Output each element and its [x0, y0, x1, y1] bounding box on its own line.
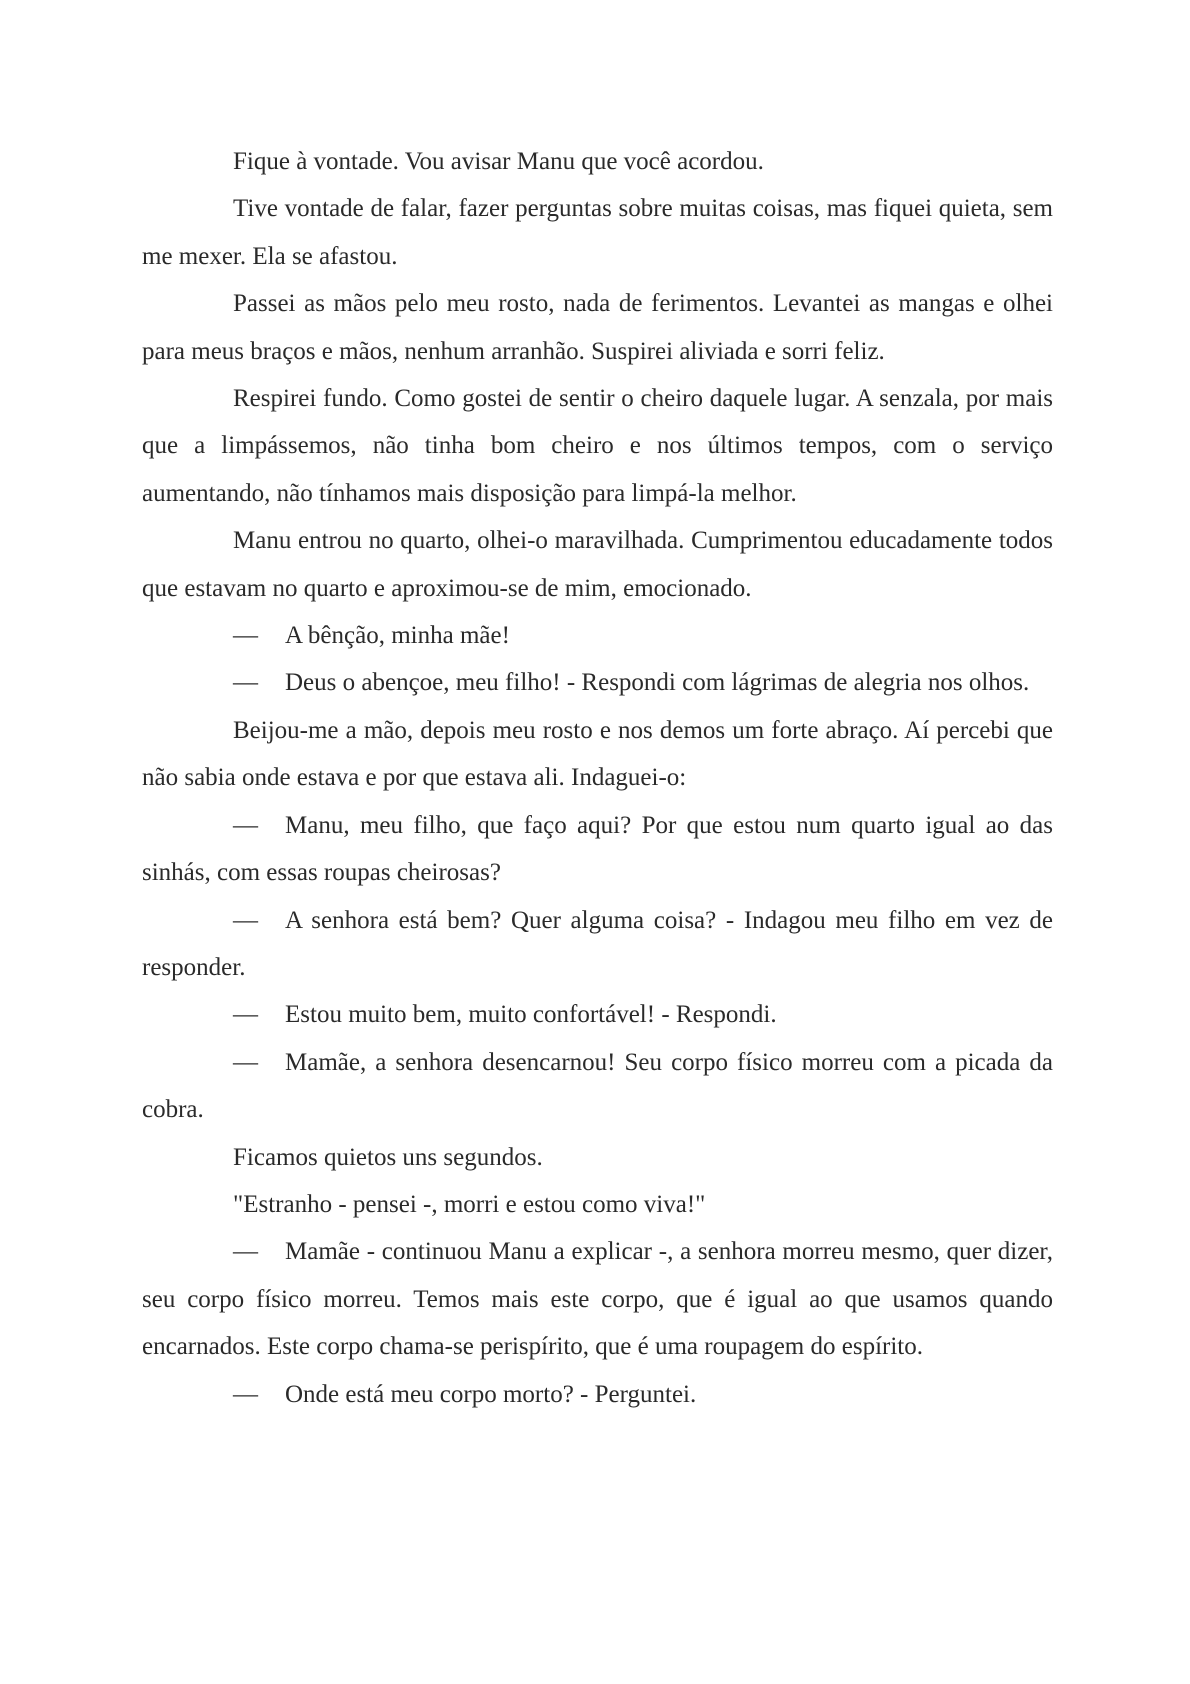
dialogue-line: [142, 612, 1053, 659]
dialogue-dash: —: [233, 1001, 258, 1029]
paragraph: Beijou-me a mão, depois meu rosto e nos demos um forte abraço. Aí percebi que não sabia onde estava e por que estava ali. Indaguei-o:: [142, 716, 1053, 792]
paragraph: Manu entrou no quarto, olhei-o maravilhada. Cumprimentou educadamente todos que estavam no quarto e aproximou-se de mim, emocionado.: [142, 527, 1053, 602]
dialogue-text: Manu, meu filho, que faço aqui? Por que estou num quarto igual ao das sinhás, com essas roupas cheirosas?: [142, 811, 1053, 887]
dialogue-line: [142, 659, 1053, 706]
dialogue-line: [142, 991, 1053, 1038]
paragraph: Tive vontade de falar, fazer perguntas sobre muitas coisas, mas fiquei quieta, sem me mexer. Ela se afastou.: [142, 195, 1053, 270]
paragraph: "Estranho - pensei -, morri e estou como viva!": [233, 1190, 706, 1218]
dialogue-line: [142, 1039, 1053, 1134]
dialogue-text: Mamãe, a senhora desencarnou! Seu corpo físico morreu com a picada da cobra.: [142, 1048, 1053, 1124]
paragraph: Ficamos quietos uns segundos.: [233, 1143, 543, 1171]
dialogue-text: Mamãe - continuou Manu a explicar -, a senhora morreu mesmo, quer dizer, seu corpo físico morreu. Temos mais este corpo, que é igual ao que usamos quando encarnados. Este corpo chama-se perispírito, que é uma roupagem do espírito.: [142, 1238, 1053, 1361]
dialogue-dash: —: [233, 811, 258, 839]
dialogue-dash: —: [233, 1048, 258, 1076]
dialogue-line: [142, 1228, 1053, 1370]
paragraph: Fique à vontade. Vou avisar Manu que você acordou.: [233, 148, 764, 175]
dialogue-dash: —: [233, 906, 258, 934]
dialogue-text: Estou muito bem, muito confortável! - Respondi.: [285, 1001, 777, 1029]
dialogue-text: A senhora está bem? Quer alguma coisa? - Indagou meu filho em vez de responder.: [142, 906, 1053, 981]
dialogue-text: A bênção, minha mãe!: [285, 622, 510, 650]
dialogue-line: [142, 1371, 1053, 1418]
dialogue-dash: —: [233, 1238, 258, 1266]
dialogue-dash: —: [233, 622, 258, 650]
book-page: [142, 138, 1053, 1418]
dialogue-dash: —: [233, 669, 258, 697]
dialogue-text: Onde está meu corpo morto? - Perguntei.: [285, 1380, 697, 1408]
dialogue-text: Deus o abençoe, meu filho! - Respondi com lágrimas de alegria nos olhos.: [285, 669, 1030, 697]
dialogue-line: [142, 802, 1053, 897]
paragraph: Passei as mãos pelo meu rosto, nada de ferimentos. Levantei as mangas e olhei para meus braços e mãos, nenhum arranhão. Suspirei aliviada e sorri feliz.: [142, 290, 1053, 365]
dialogue-dash: —: [233, 1380, 258, 1408]
dialogue-line: [142, 897, 1053, 992]
paragraph: Respirei fundo. Como gostei de sentir o cheiro daquele lugar. A senzala, por mais que a limpássemos, não tinha bom cheiro e nos últimos tempos, com o serviço aumentando, não tínhamos mais disposição para limpá-la melhor.: [142, 385, 1053, 507]
